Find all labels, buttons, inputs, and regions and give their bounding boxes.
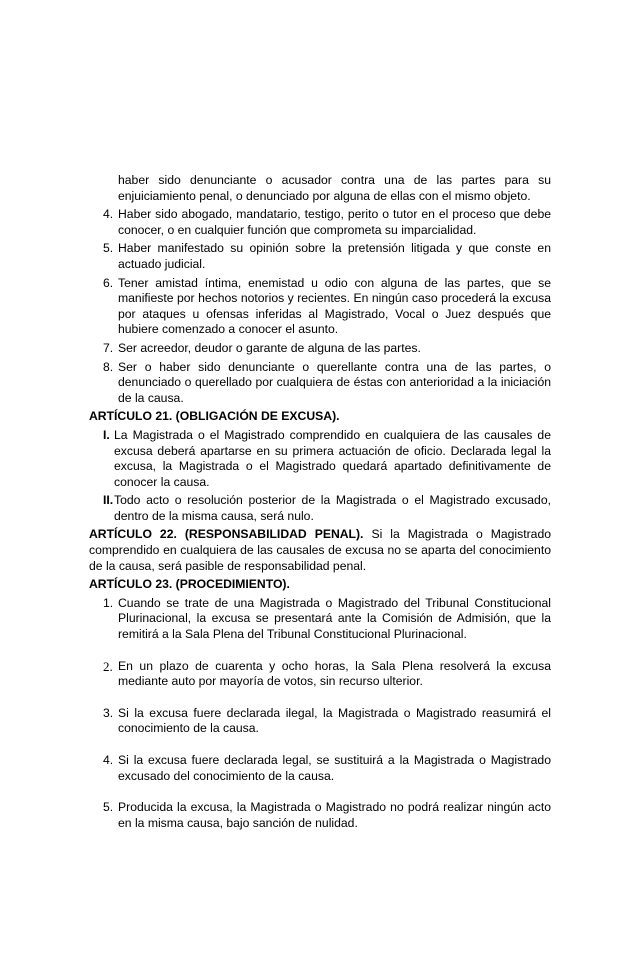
cause-item [89,276,551,338]
paragraph-text: La Magistrada o el Magistrado comprendido en cualquiera de las causales de excusa deberá apartarse en su primera actuación de oficio. Declarada legal la excusa, la Magistrada o el Magistrado quedará apartado definitivamente de conocer la causa. [114,427,551,489]
procedure-item [89,753,551,784]
procedure-item [89,659,551,690]
roman-numeral: II. [103,493,114,508]
cause-number: 8. [103,359,114,374]
cause-text: Haber manifestado su opinión sobre la pretensión litigada y que conste en actuado judicial. [118,241,551,271]
cause-continuation: haber sido denunciante o acusador contra una de las partes para su enjuiciamiento penal, o denunciado por alguna de ellas con el mismo objeto. [118,173,551,203]
procedure-number: 3. [103,705,114,720]
article-21-paragraph [89,428,551,490]
article-22-text: Si la Magistrada o Magistrado comprendido en cualquiera de las causales de excusa no se aparta del conocimiento de la causa, será pasible de responsabilidad penal. [89,527,551,573]
article-21-paragraph [89,493,551,524]
procedure-item [89,596,551,643]
cause-text: Ser acreedor, deudor o garante de alguna de las partes. [118,340,421,355]
cause-item [89,360,551,407]
cause-text: Ser o haber sido denunciante o querellante contra una de las partes, o denunciado o querellado por cualquiera de éstas con anterioridad a la iniciación de la causa. [118,359,551,405]
cause-item [89,341,551,357]
roman-numeral: I. [103,427,110,442]
cause-item [89,241,551,272]
procedure-text: Producida la excusa, la Magistrada o Magistrado no podrá realizar ningún acto en la misma causa, bajo sanción de nulidad. [118,800,551,830]
cause-item [89,207,551,238]
procedure-text: Si la excusa fuere declarada ilegal, la Magistrada o Magistrado reasumirá el conocimiento de la causa. [118,705,551,736]
procedure-number: 2. [103,658,113,674]
procedure-item [89,706,551,737]
procedure-number: 1. [103,595,114,610]
procedure-item [89,800,551,831]
article-22 [89,527,551,574]
cause-number: 6. [103,275,114,290]
procedure-number: 5. [103,800,114,815]
procedure-text: Si la excusa fuere declarada legal, se sustituirá a la Magistrada o Magistrado excusado del conocimiento de la causa. [118,753,551,783]
cause-number: 4. [103,207,114,222]
cause-number: 7. [103,340,114,355]
cause-number: 5. [103,241,114,256]
article-23-heading: ARTÍCULO 23. (PROCEDIMIENTO). [89,577,290,592]
procedure-text: En un plazo de cuarenta y ocho horas, la Sala Plena resolverá la excusa mediante auto por mayoría de votos, sin recurso ulterior. [118,658,551,689]
cause-text: Tener amistad íntima, enemistad u odio con alguna de las partes, que se manifieste por hechos notorios y recientes. En ningún caso procederá la excusa por ataques u ofensas inferidas al Magistrado, Vocal o Juez después que hubiere comenzado a conocer el asunto. [118,275,551,337]
article-21-heading: ARTÍCULO 21. (OBLIGACIÓN DE EXCUSA). [89,409,340,424]
procedure-number: 4. [103,753,114,767]
article-22-heading: ARTÍCULO 22. (RESPONSABILIDAD PENAL). [89,527,364,542]
page-content [89,173,551,831]
paragraph-text: Todo acto o resolución posterior de la Magistrada o el Magistrado excusado, dentro de la misma causa, será nulo. [114,493,551,523]
cause-text: Haber sido abogado, mandatario, testigo, perito o tutor en el proceso que debe conocer, o en cualquier función que comprometa su imparcialidad. [118,207,551,237]
procedure-text: Cuando se trate de una Magistrada o Magistrado del Tribunal Constitucional Plurinacional, la excusa se presentará ante la Comisión de Admisión, que la remitirá a la Sala Plena del Tribunal Constitucional Plurinacional. [118,595,551,642]
